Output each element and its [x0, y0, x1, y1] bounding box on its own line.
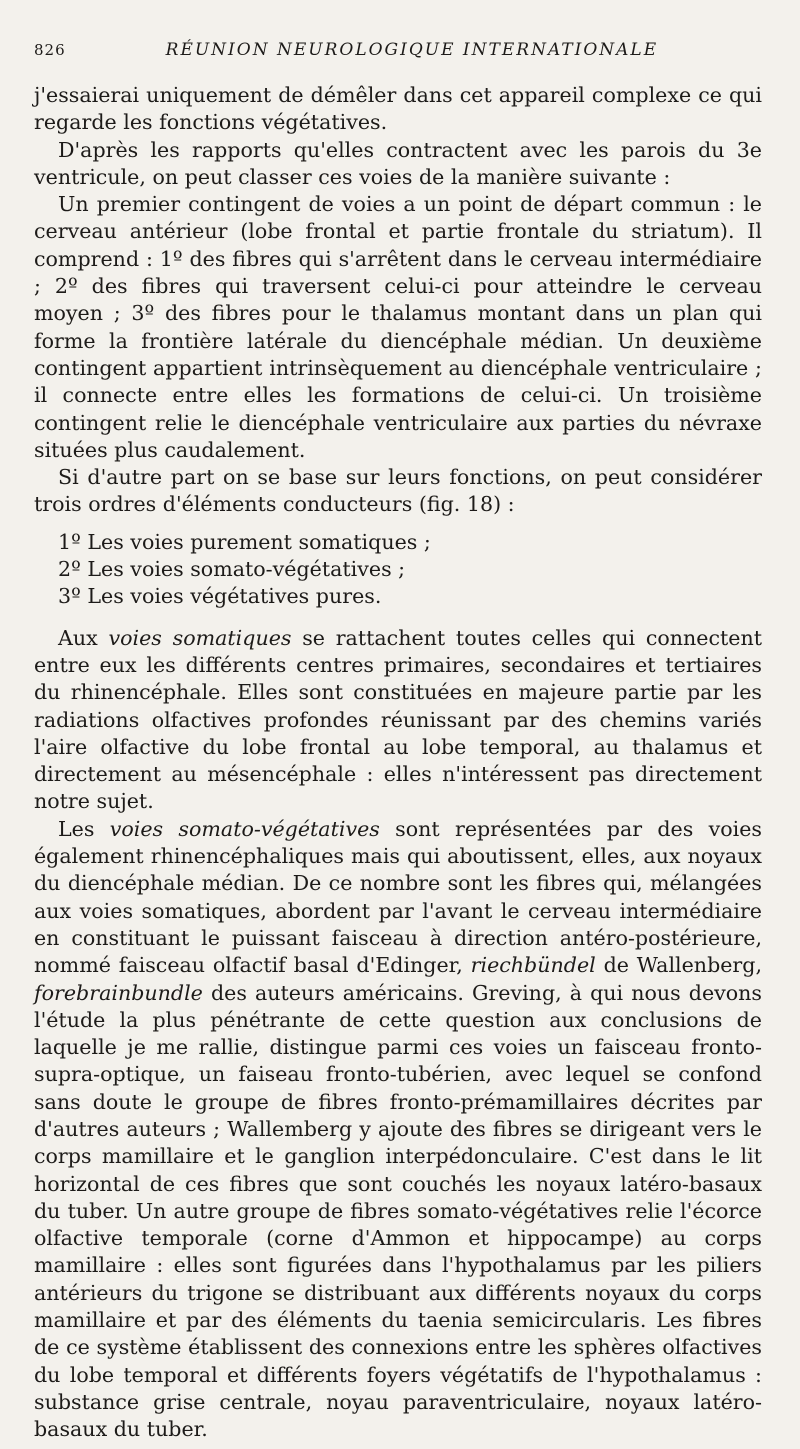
text-run: sont représentées par des voies également rhinencéphaliques mais qui aboutissent, elles, aux noyaux du diencéphale médian. De ce nombre sont les fibres qui, mélangées aux voies somatiques, abordent par l'avant le cerveau intermédiaire en constituant le puissant faisceau à direction antéro-postérieure, nommé faisceau olfactif basal d'Edinger, — [34, 816, 762, 978]
text-run: de Wallenberg, — [595, 953, 763, 978]
list-item: 2º Les voies somato-végétatives ; — [58, 557, 406, 582]
paragraph-contingents: Un premier contingent de voies a un point de départ commun : le cerveau antérieur (lobe frontal et partie frontale du striatum). Il comprend : 1º des fibres qui s'arrêtent dans le cerveau intermédiaire ; 2º des fibres qui traversent celui-ci pour atteindre le cerveau moyen ; 3º des fibres pour le thalamus montant dans un plan qui forme la frontière latérale du diencéphale médian. Un deuxième contingent appartient intrinsèquement au diencéphale ventriculaire ; il connecte entre elles les formations de celui-ci. Un troisième contingent relie le diencéphale ventriculaire aux parties du névraxe situées plus caudalement. — [34, 192, 762, 462]
text-run: Aux — [58, 625, 109, 650]
text-run: Les — [58, 816, 110, 841]
paragraph-functions: Si d'autre part on se base sur leurs fonctions, on peut considérer trois ordres d'éléments conducteurs (fig. 18) : — [34, 465, 762, 517]
list-item: 3º Les voies végétatives pures. — [58, 584, 382, 609]
term-forebrainbundle: forebrainbundle — [34, 980, 203, 1005]
term-riechbundel: riechbündel — [470, 953, 596, 978]
paragraph-continuation: j'essaierai uniquement de démêler dans cet appareil complexe ce qui regarde les fonctions végétatives. — [34, 83, 762, 135]
term-somatic: voies somatiques — [108, 625, 292, 650]
text-run: se rattachent toutes celles qui connectent entre eux les différents centres primaires, secondaires et tertiaires du rhinencéphale. Elles sont constituées en majeure partie par les radiations olfactives profondes réunissant par des chemins variés l'aire olfactive du lobe frontal au lobe temporal, au thalamus et directement au mésencéphale : elles n'intéressent pas directement notre sujet. — [34, 625, 763, 814]
paragraph-somato-vegetative — [34, 816, 762, 1444]
term-somato-vegetative: voies somato-végétatives — [109, 816, 380, 841]
page-number: 826 — [34, 41, 66, 59]
running-title: RÉUNION NEUROLOGIQUE INTERNATIONALE — [165, 40, 659, 60]
pathway-list — [34, 529, 762, 611]
paragraph-classification: D'après les rapports qu'elles contractent avec les parois du 3e ventricule, on peut classer ces voies de la manière suivante : — [34, 137, 762, 189]
body-text — [34, 82, 762, 1444]
text-run: des auteurs américains. Greving, à qui nous devons l'étude la plus pénétrante de cette question aux conclusions de laquelle je me rallie, distingue parmi ces voies un faisceau fronto-supra-optique, un faiseau fronto-tubérien, avec lequel se confond sans doute le groupe de fibres fronto-prémamillaires décrites par d'autres auteurs ; Wallemberg y ajoute des fibres se dirigeant vers le corps mamillaire et le ganglion interpédonculaire. C'est dans le lit horizontal de ces fibres que sont couchés les noyaux latéro-basaux du tuber. Un autre groupe de fibres somato-végétatives relie l'écorce olfactive temporale (corne d'Ammon et hippocampe) au corps mamillaire : elles sont figurées dans l'hypothalamus par les piliers antérieurs du trigone se distribuant aux différents noyaux du corps mamillaire et par des éléments du taenia semicircularis. Les fibres de ce système établissent des connexions entre les sphères olfactives du lobe temporal et différents foyers végétatifs de l'hypothalamus : substance grise centrale, noyau paraventriculaire, noyaux latéro-basaux du tuber. — [34, 980, 762, 1442]
page-header — [34, 40, 762, 60]
paragraph-somatic — [34, 625, 762, 816]
list-item: 1º Les voies purement somatiques ; — [58, 529, 431, 554]
